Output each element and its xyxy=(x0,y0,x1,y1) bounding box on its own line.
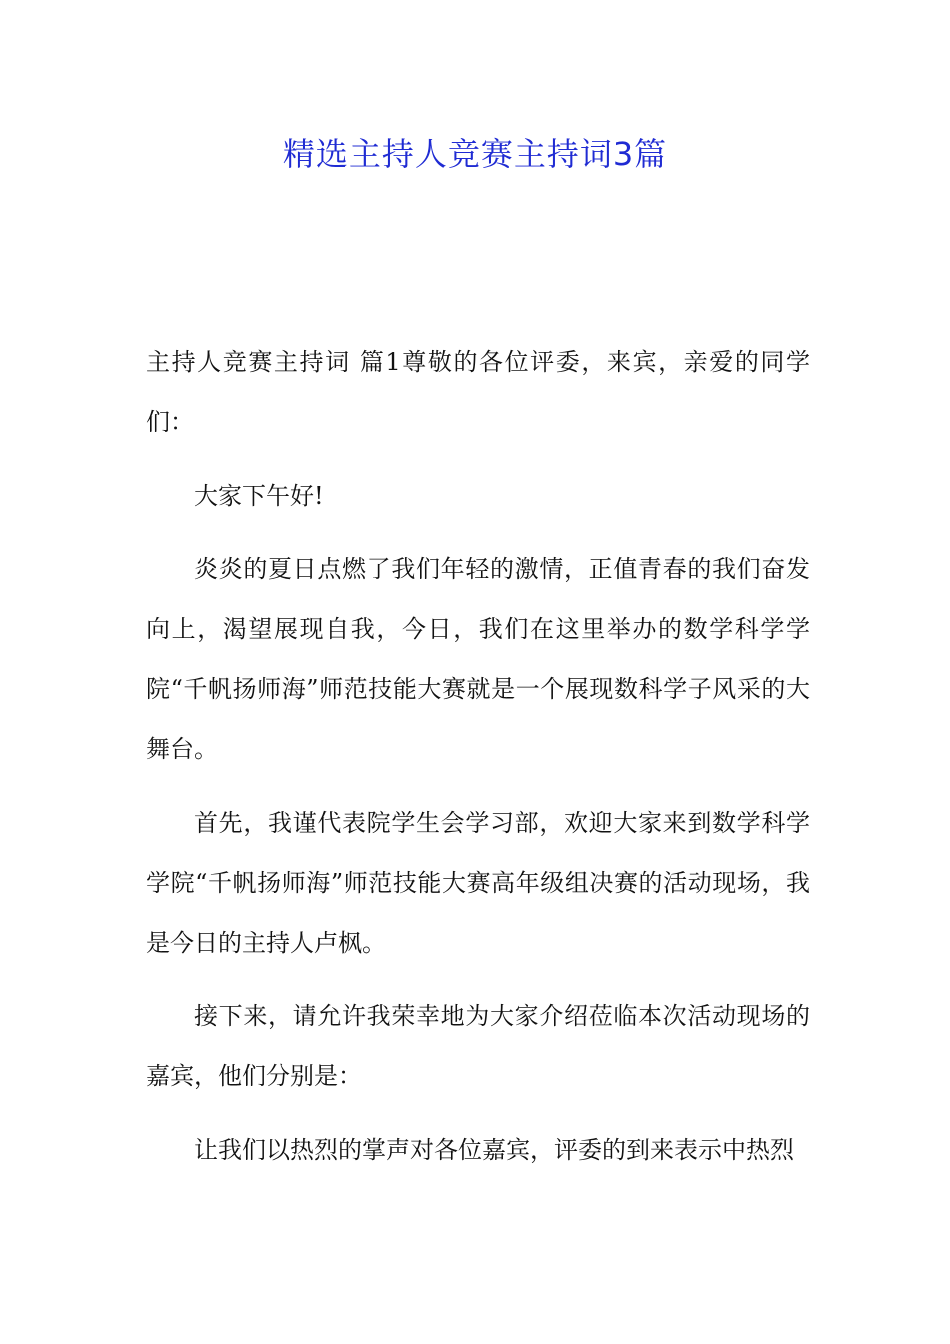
paragraph-applause: 让我们以热烈的掌声对各位嘉宾，评委的到来表示中热烈 xyxy=(194,1135,794,1164)
document-body xyxy=(146,332,810,1180)
paragraph-intro: 炎炎的夏日点燃了我们年轻的激情，正值青春的我们奋发向上，渴望展现自我，今日，我们在这里举办的数学科学学院“千帆扬师海”师范技能大赛就是一个展现数科学子风采的大舞台。 xyxy=(146,555,810,763)
paragraph-guests: 接下来，请允许我荣幸地为大家介绍莅临本次活动现场的嘉宾，他们分别是： xyxy=(146,1002,810,1090)
paragraph-greeting: 大家下午好! xyxy=(194,481,324,510)
document-title: 精选主持人竞赛主持词3篇 xyxy=(282,135,668,173)
paragraph-welcome: 首先，我谨代表院学生会学习部，欢迎大家来到数学科学学院“千帆扬师海”师范技能大赛高年级组决赛的活动现场，我是今日的主持人卢枫。 xyxy=(146,808,810,957)
paragraph-opening: 主持人竞赛主持词 篇1尊敬的各位评委，来宾，亲爱的同学们： xyxy=(146,348,810,436)
